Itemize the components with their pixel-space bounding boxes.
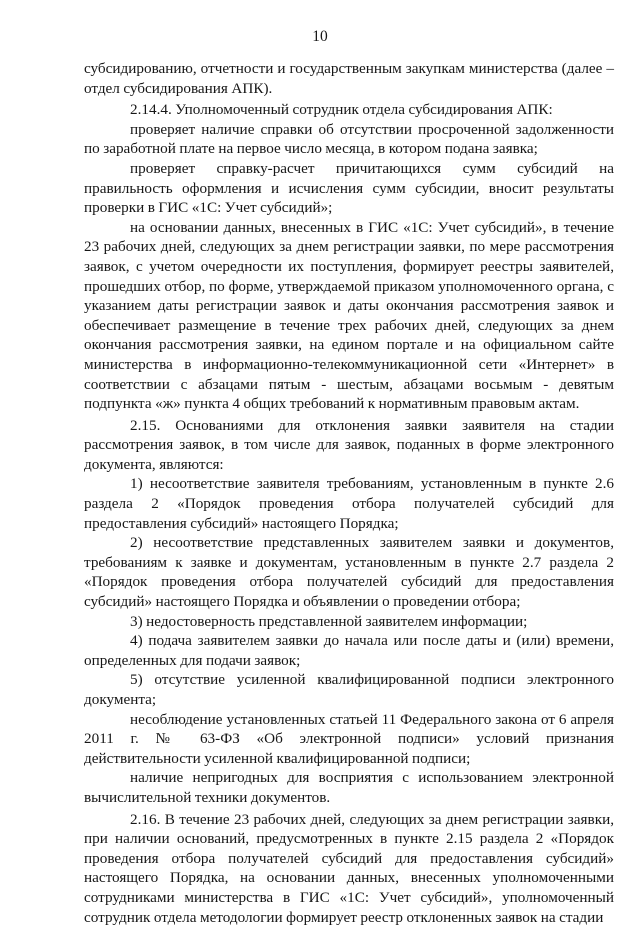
- list-item-4: 4) подача заявителем заявки до начала или после даты и (или) времени, определенных для подачи заявок;: [84, 632, 614, 669]
- paragraph-unreadable-documents: наличие непригодных для восприятия с использованием электронной вычислительной техники документов.: [84, 769, 614, 806]
- paragraph-2-16: 2.16. В течение 23 рабочих дней, следующих за днем регистрации заявки, при наличии оснований, предусмотренных в пункте 2.15 раздела 2 «Порядок проведения отбора получателей субсидий для предоставления субсидий» настоящего Порядка, на основании данных, внесенных уполномоченными сотрудниками министерства в ГИС «1С: Учет субсидий», уполномоченный сотрудник отдела методологии формирует реестр отклоненных заявок на стадии: [84, 810, 614, 926]
- document-body: [84, 59, 614, 927]
- list-item-3: 3) недостоверность представленной заявителем информации;: [130, 612, 528, 630]
- paragraph-check-salary-certificate: проверяет наличие справки об отсутствии просроченной задолженности по заработной плате на первое число месяца, в котором подана заявка;: [84, 120, 614, 158]
- paragraph-signature-noncompliance: несоблюдение установленных статьей 11 Федерального закона от 6 апреля 2011 г. № 63-ФЗ «Об электронной подписи» условий признания действительности усиленной квалифицированной подписи;: [84, 710, 614, 767]
- list-item-2: 2) несоответствие представленных заявителем заявки и документов, требованиям к заявке и документам, установленным в пункте 2.7 раздела 2 «Порядок проведения отбора получателей субсидий для предоставления субсидий» настоящего Порядка и объявлении о проведении отбора;: [84, 534, 614, 611]
- page-number: 10: [312, 28, 328, 45]
- paragraph-check-calculation: проверяет справку-расчет причитающихся сумм субсидий на правильность оформления и исчисления сумм субсидии, вносит результаты проверки в ГИС «1С: Учет субсидий»;: [84, 159, 614, 217]
- paragraph-2-15: 2.15. Основаниями для отклонения заявки заявителя на стадии рассмотрения заявок, в том числе для заявок, поданных в форме электронного документа, являются:: [84, 416, 614, 473]
- paragraph-2-14-4: 2.14.4. Уполномоченный сотрудник отдела субсидирования АПК:: [130, 101, 553, 119]
- list-item-5: 5) отсутствие усиленной квалифицированной подписи электронного документа;: [84, 671, 614, 708]
- paragraph-form-registries: на основании данных, внесенных в ГИС «1С: Учет субсидий», в течение 23 рабочих дней, следующих за днем регистрации заявки, по мере рассмотрения заявок, с учетом очередности их поступления, формирует реестры заявителей, прошедших отбор, по форме, утверждаемой приказом уполномоченного органа, с указанием даты регистрации заявок и даты окончания рассмотрения заявок и обеспечивает размещение в течение трех рабочих дней, следующих за днем окончания рассмотрения заявки, на едином портале и на официальном сайте министерства в информационно-телекоммуникационной сети «Интернет» в соответствии с абзацами пятым - шестым, абзацами восьмым - девятым подпункта «ж» пункта 4 общих требований к нормативным правовым актам.: [84, 218, 614, 413]
- paragraph-continuation: субсидированию, отчетности и государственным закупкам министерства (далее – отдел субсидирования АПК).: [84, 60, 614, 97]
- list-item-1: 1) несоответствие заявителя требованиям, установленным в пункте 2.6 раздела 2 «Порядок проведения отбора получателей субсидий для предоставления субсидий» настоящего Порядка;: [84, 475, 614, 532]
